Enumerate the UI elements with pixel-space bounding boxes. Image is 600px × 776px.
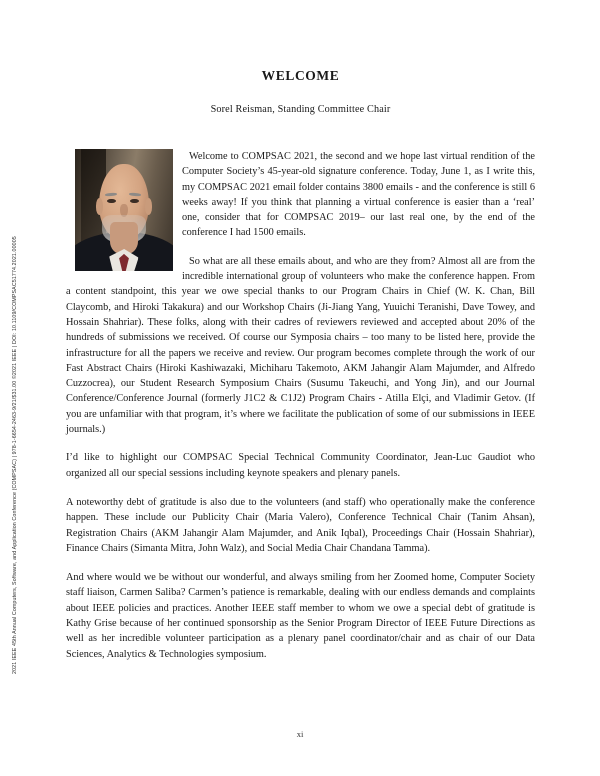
portrait-photo <box>75 149 173 271</box>
body-paragraph-2: So what are all these emails about, and who are they from? Almost all are from the incredible international group of volunteers who make the conference happen. From a content standpoint, this year we owe special thanks to our Program Chairs in Chief (W. K. Chan, Bill Claycomb, and Hiroki Takakura) and our Workshop Chairs (Ji-Jiang Yang, Yuuichi Teranishi, Dave Towey, and Hossain Shahriar). These folks, along with their cadres of reviewers reviewed and accepted about 20% of the hundreds of submissions we received. Of course our Symposia chairs – too many to be listed here, provide the infrastructure for all the papers we receive and review. Our program becomes complete through the work of our Fast Abstract Chairs (Hiroki Kashiwazaki, Michiharu Takemoto, AKM Jahangir Alam Majumder, and Alfredo Cuzzocrea), our Student Research Symposium Chairs (Susumu Takeuchi, and Yong Jin), and our Journal Conference/Conference Journal (formerly J1C2 & C1J2) Program Chairs - Atilla Elçi, and Vladimir Getov. (If you are unfamiliar with that program, it’s where we facilitate the publication of some of our submissions in IEEE journals.) <box>66 255 535 436</box>
page-title: WELCOME <box>261 68 340 83</box>
body-paragraph-1: Welcome to COMPSAC 2021, the second and we hope last virtual rendition of the Computer Society’s 45-year-old signature conference. Today, June 1, as I write this, my COMPSAC 2021 email folder contains 3800 emails - and the conference is still 6 weeks away! If you think that planning a virtual conference is easier than a ‘real’ one, consider that for COMPSAC 2019– our last real one, by the end of the conference I had 1500 emails. <box>182 151 535 239</box>
page-number: xi <box>296 729 304 739</box>
body-paragraph-4: A noteworthy debt of gratitude is also due to the volunteers (and staff) who operationally make the conference happen. These include our Publicity Chair (Maria Valero), Conference Technical Chair (Tanim Ahsan), Registration Chairs (AKM Jahangir Alam Majumder, and Anik Iqbal), Proceedings Chair (Hossain Shahriar), Finance Chairs (Simanta Mitra, John Walz), and Social Media Chair Chandana Tamma). <box>66 496 535 554</box>
author-byline: Sorel Reisman, Standing Committee Chair <box>210 104 391 115</box>
ieee-copyright-sidebar <box>0 0 26 776</box>
body-paragraph-5: And where would we be without our wonderful, and always smiling from her Zoomed home, Computer Society staff liaison, Carmen Saliba? Carmen’s patience is remarkable, dealing with our endless demands and complaints about IEEE policies and practices. Another IEEE staff member to whom we owe a special debt of gratitude is Kathy Grise because of her continued sponsorship as the Senior Program Director of IEEE Future Directions as well as her incredible volunteer participation as a plenary panel coordinator/chair and as chair of our Data Sciences, Analytics & Technologies symposium. <box>66 572 535 660</box>
body-paragraph-3: I’d like to highlight our COMPSAC Special Technical Community Coordinator, Jean-Luc Gaudiot who organized all our special sessions including keynote speakers and plenary panels. <box>66 452 535 479</box>
sidebar-copyright-text: 2021 IEEE 45th Annual Computers, Software, and Application Conference (COMPSAC) | 978-1-6654-2463-9/21/$31.00 ©2021 IEEE | DOI: 10.1109/COMPSAC51774.2021.00005 <box>12 236 18 674</box>
portrait-photo-wrapper <box>66 149 173 273</box>
document-body <box>66 0 535 662</box>
